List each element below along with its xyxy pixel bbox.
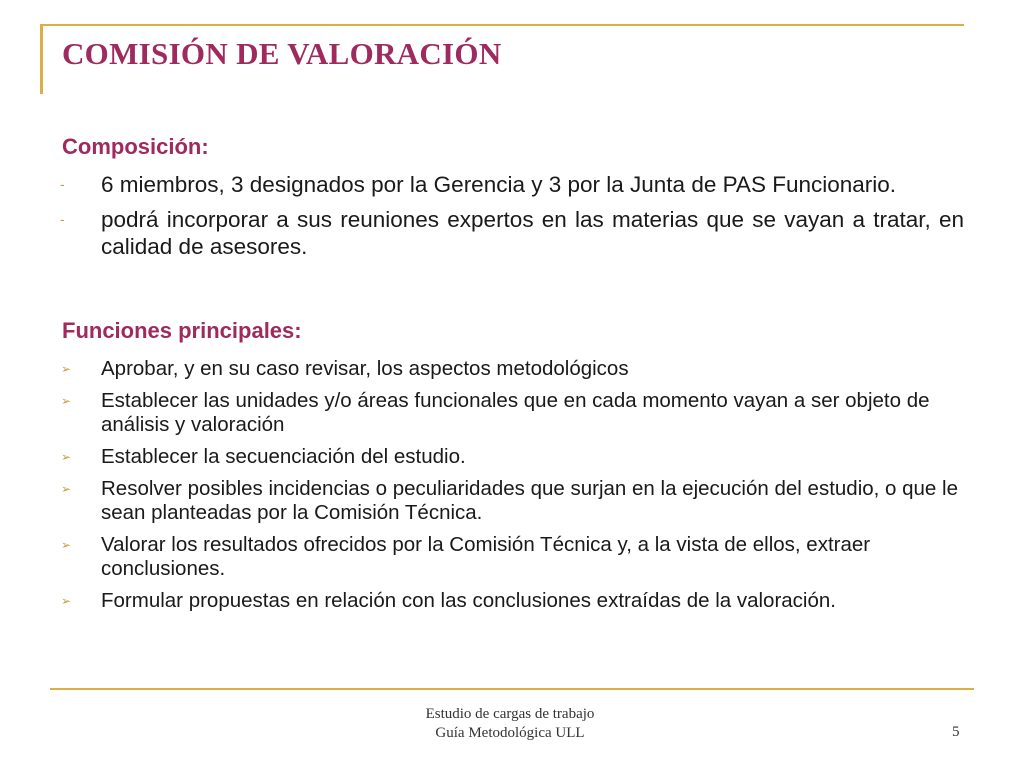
functions-heading: Funciones principales: — [62, 318, 302, 343]
function-item-text: Establecer la secuenciación del estudio. — [101, 445, 466, 468]
arrow-bullet-icon: ➢ — [61, 482, 72, 496]
composition-item — [60, 206, 964, 260]
function-item — [60, 357, 964, 381]
arrow-bullet-icon: ➢ — [61, 594, 72, 608]
page-number: 5 — [952, 724, 960, 740]
composition-item-text: 6 miembros, 3 designados por la Gerencia y 3 por la Junta de PAS Funcionario. — [101, 172, 897, 197]
left-accent-bar — [40, 24, 43, 94]
function-item — [60, 389, 964, 437]
dash-bullet-icon: - — [60, 176, 65, 192]
arrow-bullet-icon: ➢ — [61, 394, 72, 408]
dash-bullet-icon: - — [60, 211, 65, 227]
slide-title: COMISIÓN DE VALORACIÓN — [62, 36, 502, 71]
function-item-text: Formular propuestas en relación con las conclusiones extraídas de la valoración. — [101, 589, 836, 612]
composition-item — [60, 171, 964, 198]
arrow-bullet-icon: ➢ — [61, 362, 72, 376]
composition-heading: Composición: — [62, 134, 209, 159]
footer-line-1: Estudio de cargas de trabajo — [425, 706, 595, 722]
composition-list — [60, 171, 964, 268]
arrow-bullet-icon: ➢ — [61, 450, 72, 464]
bottom-divider — [50, 688, 974, 690]
footer — [360, 705, 660, 743]
top-divider — [40, 24, 964, 26]
function-item-text: Resolver posibles incidencias o peculiaridades que surjan en la ejecución del estudio, o que le sean planteadas por la Comisión Técnica. — [101, 477, 958, 524]
function-item-text: Establecer las unidades y/o áreas funcionales que en cada momento vayan a ser objeto de análisis y valoración — [101, 389, 930, 436]
arrow-bullet-icon: ➢ — [61, 538, 72, 552]
composition-item-text: podrá incorporar a sus reuniones expertos en las materias que se vayan a tratar, en calidad de asesores. — [101, 207, 964, 259]
function-item-text: Valorar los resultados ofrecidos por la Comisión Técnica y, a la vista de ellos, extraer conclusiones. — [101, 533, 871, 580]
function-item — [60, 445, 964, 469]
function-item — [60, 533, 964, 581]
function-item-text: Aprobar, y en su caso revisar, los aspectos metodológicos — [101, 357, 629, 380]
functions-list — [60, 357, 964, 621]
function-item — [60, 477, 964, 525]
function-item — [60, 589, 964, 613]
footer-line-2: Guía Metodológica ULL — [435, 725, 585, 741]
